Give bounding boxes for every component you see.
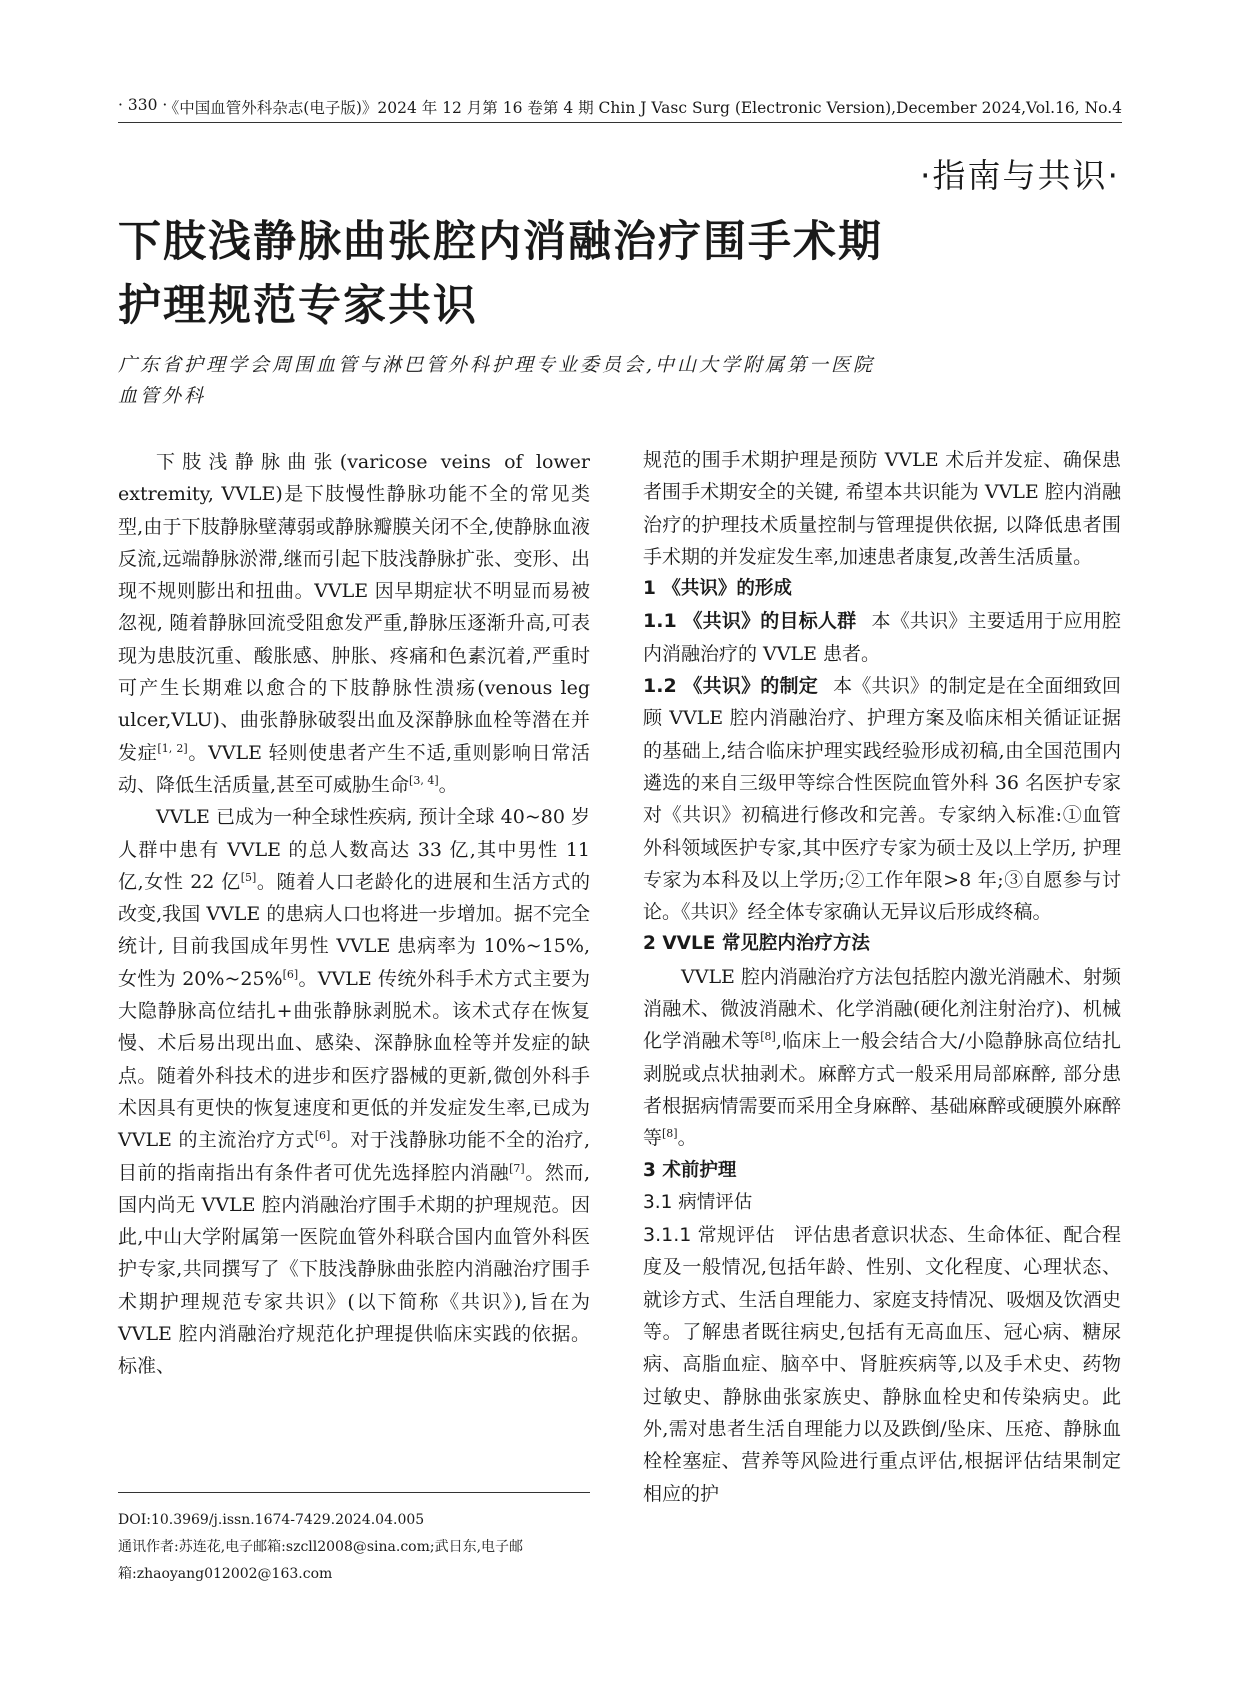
article-title [118,210,978,338]
footnote [118,1492,590,1588]
affiliation-line-1: 广东省护理学会周围血管与淋巴管外科护理专业委员会,中山大学附属第一医院 [118,354,876,376]
section-heading-3: 3 术前护理 [643,1159,737,1181]
running-header [118,92,1122,123]
citation-ref[interactable]: [7] [509,1161,525,1175]
citation-ref[interactable]: [6] [282,967,299,981]
intro-paragraph-2: VVLE 已成为一种全球性疾病, 预计全球 40~80 岁人群中患有 VVLE 的总人数高达 33 亿,其中男性 11 亿,女性 22 亿[5]。随着人口老龄化的进展和生活方式的改变,我国 VVLE 的患病人口也将进一步增加。据不完全统计, 目前我国成年男性 VVLE 患病率为 10%~15%, 女性为 20%~25%[6]。VVLE 传统外科手术方式主要为大隐静脉高位结扎+曲张静脉剥脱术。该术式存在恢复慢、术后易出现出血、感染、深静脉血栓等并发症的缺点。随着外科技术的进步和医疗器械的更新,微创外科手术因具有更快的恢复速度和更低的并发症发生率,已成为 VVLE 的主流治疗方式[6]。对于浅静脉功能不全的治疗,目前的指南指出有条件者可优先选择腔内消融[7]。然而,国内尚无 VVLE 腔内消融治疗围手术期的护理规范。因此,中山大学附属第一医院血管外科联合国内血管外科医护专家,共同撰写了《下肢浅静脉曲张腔内消融治疗围手术期护理规范专家共识》(以下简称《共识》),旨在为 VVLE 腔内消融治疗规范化护理提供临床实践的依据。标准、 [118,806,590,1378]
subsection-heading-3-1: 3.1 病情评估 [643,1191,753,1213]
title-line-1: 下肢浅静脉曲张腔内消融治疗围手术期 [118,217,883,267]
intro-paragraph-continued: 规范的围手术期护理是预防 VVLE 术后并发症、确保患者围手术期安全的关键, 希望本共识能为 VVLE 腔内消融治疗的护理技术质量控制与管理提供依据, 以降低患者围手术期的并发症发生率,加速患者康复,改善生活质量。 [643,449,1121,568]
author-affiliation [118,350,918,412]
citation-ref[interactable]: [1, 2] [157,741,188,755]
affiliation-line-2: 血管外科 [118,385,207,407]
citation-ref[interactable]: [6] [314,1129,331,1143]
left-column [118,446,590,1383]
section-heading-2: 2 VVLE 常见腔内治疗方法 [643,933,870,955]
title-line-2: 护理规范专家共识 [118,281,478,331]
subsection-heading: 1.2 《共识》的制定 [643,675,818,698]
citation-ref[interactable]: [3, 4] [409,773,439,787]
right-column [643,444,1121,1510]
page-number: · 330 · [118,96,168,114]
intro-paragraph-1: 下肢浅静脉曲张(varicose veins of lower extremity, VVLE)是下肢慢性静脉功能不全的常见类型,由于下肢静脉壁薄弱或静脉瓣膜关闭不全,使静脉血液反流,远端静脉淤滞,继而引起下肢浅静脉扩张、变形、出现不规则膨出和扭曲。VVLE 因早期症状不明显而易被忽视, 随着静脉回流受阻愈发严重,静脉压逐渐升高,可表现为患肢沉重、酸胀感、肿胀、疼痛和色素沉着,严重时可产生长期难以愈合的下肢静脉性溃疡(venous leg ulcer,VLU)、曲张静脉破裂出血及深静脉血栓等潜在并发症[1, 2]。VVLE 轻则使患者产生不适,重则影响日常活动、降低生活质量,甚至可威胁生命[3, 4]。 [118,451,590,796]
subsection-1-1: 1.1 《共识》的目标人群 本《共识》主要适用于应用腔内消融治疗的 VVLE 患者。 [643,610,1121,665]
subsection-heading: 1.1 《共识》的目标人群 [643,610,857,633]
citation-ref[interactable]: [5] [240,870,257,884]
section-label: ·指南与共识· [920,156,1120,195]
citation-ref[interactable]: [8] [760,1030,776,1044]
doi[interactable]: DOI:10.3969/j.issn.1674-7429.2024.04.005 [118,1512,425,1528]
subsubsection-heading: 3.1.1 常规评估 [643,1224,775,1247]
section-2-paragraph: VVLE 腔内消融治疗方法包括腔内激光消融术、射频消融术、微波消融术、化学消融(硬化剂注射治疗)、机械化学消融术等[8],临床上一般会结合大/小隐静脉高位结扎剥脱或点状抽剥术。麻醉方式一般采用局部麻醉, 部分患者根据病情需要而采用全身麻醉、基础麻醉或硬膜外麻醉等[8]。 [643,965,1121,1150]
journal-citation: 《中国血管外科杂志(电子版)》2024 年 12 月第 16 卷第 4 期 Chin J Vasc Surg (Electronic Version),December 2024,Vol.16, No.4 [163,99,1122,117]
subsection-3-1-1: 3.1.1 常规评估 评估患者意识状态、生命体征、配合程度及一般情况,包括年龄、性别、文化程度、心理状态、就诊方式、生活自理能力、家庭支持情况、吸烟及饮酒史等。了解患者既往病史,包括有无高血压、冠心病、糖尿病、高脂血症、脑卒中、肾脏疾病等,以及手术史、药物过敏史、静脉曲张家族史、静脉血栓史和传染病史。此外,需对患者生活自理能力以及跌倒/坠床、压疮、静脉血栓栓塞症、营养等风险进行重点评估,根据评估结果制定相应的护 [643,1224,1121,1505]
citation-ref[interactable]: [8] [662,1127,678,1141]
corresponding-authors: 通讯作者:苏连花,电子邮箱:szcll2008@sina.com;武日东,电子邮箱:zhaoyang012002@163.com [118,1539,524,1582]
section-heading-1: 1 《共识》的形成 [643,578,792,600]
subsection-1-2: 1.2 《共识》的制定 本《共识》的制定是在全面细致回顾 VVLE 腔内消融治疗、护理方案及临床相关循证证据的基础上,结合临床护理实践经验形成初稿,由全国范围内遴选的来自三级甲等综合性医院血管外科 36 名医护专家对《共识》初稿进行修改和完善。专家纳入标准:①血管外科领域医护专家,其中医疗专家为硕士及以上学历, 护理专家为本科及以上学历;②工作年限>8 年;③自愿参与讨论。《共识》经全体专家确认无异议后形成终稿。 [643,675,1121,924]
